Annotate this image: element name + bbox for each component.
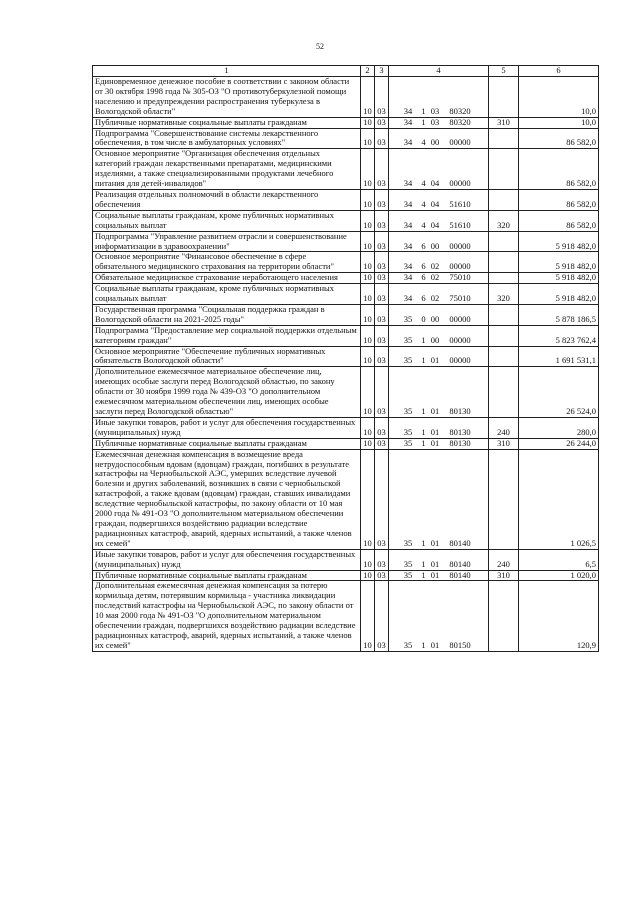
row-subsection-code: 03 [375,449,389,549]
row-name: Подпрограмма "Предоставление мер социальной поддержки отдельным категориям граждан" [93,325,361,346]
article-event: 00 [430,334,440,345]
row-amount: 10,0 [519,77,599,118]
row-subsection-code: 03 [375,417,389,438]
header-col-name: 1 [93,66,361,77]
article-subprogram: 6 [421,272,426,283]
row-amount: 5 878 186,5 [519,304,599,325]
row-section-code: 10 [361,325,375,346]
article-direction: 51610 [449,219,471,230]
article-direction: 80320 [449,116,471,127]
row-target-article [389,581,489,651]
article-subprogram: 0 [421,313,426,324]
article-event: 04 [430,219,440,230]
article-subprogram: 4 [421,137,426,148]
row-amount: 86 582,0 [519,189,599,210]
table-row [93,346,599,367]
row-target-article [389,149,489,190]
row-name: Государственная программа "Социальная поддержка граждан в Вологодской области на 2021-2025 годы" [93,304,361,325]
row-amount: 5 918 482,0 [519,252,599,273]
article-program: 34 [403,293,413,304]
row-amount: 120,9 [519,581,599,651]
row-subsection-code: 03 [375,325,389,346]
article-event: 01 [430,355,440,366]
row-target-article [389,231,489,252]
article-event: 04 [430,178,440,189]
row-amount: 5 918 482,0 [519,273,599,284]
row-section-code: 10 [361,117,375,128]
article-subprogram: 1 [421,437,426,448]
article-direction: 51610 [449,198,471,209]
row-subsection-code: 03 [375,149,389,190]
row-expense-type [489,128,519,149]
table-row [93,367,599,418]
row-amount: 6,5 [519,549,599,570]
row-section-code: 10 [361,189,375,210]
row-section-code: 10 [361,346,375,367]
article-direction: 00000 [449,178,471,189]
row-section-code: 10 [361,273,375,284]
article-subprogram: 1 [421,639,426,650]
article-subprogram: 1 [421,558,426,569]
row-section-code: 10 [361,210,375,231]
table-row [93,149,599,190]
row-expense-type [489,581,519,651]
row-name: Ежемесячная денежная компенсация в возмещение вреда нетрудоспособным вдовам (вдовцам) граждан, погибших в результате катастрофы на Чернобыльской АЭС, умерших вследствие лучевой болезни и других заболеваний, возникших в связи с чернобыльской катастрофой, а также вдовам (вдовцам) граждан, ставших инвалидами вследствие чернобыльской катастрофы, по закону области от 10 мая 2000 года № 491-ОЗ "О дополнительном материальном обеспечении граждан, подвергшихся воздействию радиации вследствие радиационных катастроф, аварий, ядерных испытаний, а также членов их семей" [93,449,361,549]
article-program: 34 [403,116,413,127]
article-program: 34 [403,240,413,251]
row-name: Публичные нормативные социальные выплаты гражданам [93,570,361,581]
article-subprogram: 4 [421,219,426,230]
row-amount: 10,0 [519,117,599,128]
row-section-code: 10 [361,231,375,252]
article-program: 34 [403,261,413,272]
header-col-expense-type: 5 [489,66,519,77]
row-amount: 1 020,0 [519,570,599,581]
row-section-code: 10 [361,284,375,305]
article-direction: 80130 [449,437,471,448]
article-direction: 75010 [449,272,471,283]
article-direction: 00000 [449,355,471,366]
row-expense-type [489,77,519,118]
article-event: 01 [430,426,440,437]
article-program: 35 [403,639,413,650]
table-body [93,77,599,652]
row-name: Дополнительная ежемесячная денежная компенсация за потерю кормильца детям, потерявшим кормильца - участника ликвидации последствий катастрофы на Чернобыльской АЭС, по закону области от 10 мая 2000 года № 491-ОЗ "О дополнительном материальном обеспечении граждан, подвергшихся воздействию радиации вследствие радиационных катастроф, аварий, ядерных испытаний, а также членов их семей" [93,581,361,651]
page-number: 52 [316,42,324,51]
table-row [93,438,599,449]
article-program: 34 [403,219,413,230]
row-target-article [389,117,489,128]
article-event: 01 [430,639,440,650]
row-section-code: 10 [361,367,375,418]
row-section-code: 10 [361,549,375,570]
row-amount: 280,0 [519,417,599,438]
row-subsection-code: 03 [375,252,389,273]
row-section-code: 10 [361,77,375,118]
row-subsection-code: 03 [375,570,389,581]
table-row [93,210,599,231]
article-subprogram: 6 [421,261,426,272]
row-expense-type [489,367,519,418]
row-target-article [389,325,489,346]
row-section-code: 10 [361,252,375,273]
article-subprogram: 1 [421,569,426,580]
row-subsection-code: 03 [375,117,389,128]
article-direction: 80140 [449,537,471,548]
table-row [93,189,599,210]
table-row [93,284,599,305]
row-name: Иные закупки товаров, работ и услуг для обеспечения государственных (муниципальных) нужд [93,549,361,570]
article-subprogram: 1 [421,105,426,116]
row-target-article [389,346,489,367]
header-col-subsection: 3 [375,66,389,77]
row-amount: 1 691 531,1 [519,346,599,367]
row-name: Дополнительное ежемесячное материальное обеспечение лиц, имеющих особые заслуги перед Вологодской областью, по закону области от 30 ноября 1999 года № 439-ОЗ "О дополнительном ежемесячном материальном обеспечении лиц, имеющих особые заслуги перед Вологодской областью" [93,367,361,418]
row-expense-type [489,231,519,252]
article-program: 35 [403,334,413,345]
row-amount: 86 582,0 [519,149,599,190]
article-event: 02 [430,261,440,272]
header-col-section: 2 [361,66,375,77]
row-section-code: 10 [361,449,375,549]
article-direction: 80140 [449,558,471,569]
article-program: 35 [403,437,413,448]
article-subprogram: 4 [421,198,426,209]
article-subprogram: 1 [421,537,426,548]
article-direction: 80320 [449,105,471,116]
article-event: 03 [430,105,440,116]
article-subprogram: 1 [421,355,426,366]
row-expense-type: 240 [489,549,519,570]
row-expense-type [489,449,519,549]
row-subsection-code: 03 [375,77,389,118]
row-section-code: 10 [361,570,375,581]
row-target-article [389,128,489,149]
row-target-article [389,304,489,325]
row-expense-type [489,325,519,346]
row-section-code: 10 [361,438,375,449]
row-name: Основное мероприятие "Организация обеспечения отдельных категорий граждан лекарственными препаратами, медицинскими изделиями, а также специализированными продуктами лечебного питания для детей-инвалидов" [93,149,361,190]
row-subsection-code: 03 [375,304,389,325]
article-event: 01 [430,406,440,416]
row-target-article [389,284,489,305]
article-event: 00 [430,137,440,148]
row-expense-type [489,189,519,210]
row-name: Иные закупки товаров, работ и услуг для обеспечения государственных (муниципальных) нужд [93,417,361,438]
row-subsection-code: 03 [375,346,389,367]
table-row [93,252,599,273]
article-direction: 80140 [449,569,471,580]
row-target-article [389,449,489,549]
article-event: 03 [430,116,440,127]
row-target-article [389,417,489,438]
article-event: 01 [430,437,440,448]
row-amount: 86 582,0 [519,128,599,149]
row-name: Обязательное медицинское страхование неработающего населения [93,273,361,284]
row-expense-type: 320 [489,284,519,305]
article-program: 35 [403,537,413,548]
row-name: Публичные нормативные социальные выплаты гражданам [93,117,361,128]
table-row [93,128,599,149]
row-target-article [389,252,489,273]
article-subprogram: 1 [421,334,426,345]
row-name: Социальные выплаты гражданам, кроме публичных нормативных социальных выплат [93,210,361,231]
article-program: 34 [403,178,413,189]
header-col-amount: 6 [519,66,599,77]
row-name: Реализация отдельных полномочий в области лекарственного обеспечения [93,189,361,210]
header-col-target-article: 4 [389,66,489,77]
row-name: Основное мероприятие "Обеспечение публичных нормативных обязательств Вологодской области" [93,346,361,367]
article-subprogram: 1 [421,426,426,437]
row-amount: 26 524,0 [519,367,599,418]
row-target-article [389,549,489,570]
row-name: Публичные нормативные социальные выплаты гражданам [93,438,361,449]
row-name: Основное мероприятие "Финансовое обеспечение в сфере обязательного медицинского страхования на территории области" [93,252,361,273]
article-direction: 80130 [449,426,471,437]
row-expense-type: 310 [489,117,519,128]
row-expense-type [489,273,519,284]
row-subsection-code: 03 [375,128,389,149]
article-program: 34 [403,272,413,283]
table-row [93,117,599,128]
row-expense-type [489,252,519,273]
row-subsection-code: 03 [375,210,389,231]
article-direction: 00000 [449,313,471,324]
row-amount: 26 244,0 [519,438,599,449]
row-section-code: 10 [361,128,375,149]
article-direction: 00000 [449,334,471,345]
article-direction: 00000 [449,261,471,272]
table-row [93,325,599,346]
row-target-article [389,367,489,418]
table-row [93,570,599,581]
article-program: 35 [403,558,413,569]
article-event: 00 [430,240,440,251]
row-subsection-code: 03 [375,189,389,210]
row-target-article [389,210,489,231]
row-expense-type [489,304,519,325]
row-subsection-code: 03 [375,367,389,418]
row-expense-type: 310 [489,438,519,449]
article-subprogram: 1 [421,406,426,416]
row-target-article [389,189,489,210]
article-subprogram: 4 [421,178,426,189]
row-expense-type [489,149,519,190]
article-event: 04 [430,198,440,209]
article-direction: 80130 [449,406,471,416]
row-name: Подпрограмма "Совершенствование системы лекарственного обеспечения, в том числе в амбулаторных условиях" [93,128,361,149]
article-program: 35 [403,313,413,324]
row-subsection-code: 03 [375,549,389,570]
row-target-article [389,438,489,449]
article-program: 35 [403,569,413,580]
row-name: Социальные выплаты гражданам, кроме публичных нормативных социальных выплат [93,284,361,305]
table-row [93,77,599,118]
article-event: 01 [430,558,440,569]
article-subprogram: 6 [421,240,426,251]
row-target-article [389,77,489,118]
row-name: Единовременное денежное пособие в соответствии с законом области от 30 октября 1998 года № 305-ОЗ "О противотуберкулезной помощи населению и предупреждении распространения туберкулеза в Вологодской области" [93,77,361,118]
budget-table [92,65,599,652]
row-expense-type [489,346,519,367]
row-section-code: 10 [361,149,375,190]
article-direction: 00000 [449,240,471,251]
row-amount: 5 823 762,4 [519,325,599,346]
article-event: 01 [430,569,440,580]
article-event: 01 [430,537,440,548]
table-row [93,273,599,284]
row-section-code: 10 [361,581,375,651]
article-program: 34 [403,198,413,209]
row-section-code: 10 [361,417,375,438]
article-direction: 80150 [449,639,471,650]
row-amount: 1 026,5 [519,449,599,549]
article-direction: 75010 [449,293,471,304]
table-row [93,581,599,651]
article-direction: 00000 [449,137,471,148]
row-subsection-code: 03 [375,581,389,651]
row-expense-type: 320 [489,210,519,231]
row-subsection-code: 03 [375,231,389,252]
article-program: 34 [403,137,413,148]
row-name: Подпрограмма "Управление развитием отрасли и совершенствование информатизации в здравоохранении" [93,231,361,252]
table-row [93,417,599,438]
row-amount: 86 582,0 [519,210,599,231]
row-amount: 5 918 482,0 [519,284,599,305]
article-program: 35 [403,355,413,366]
table-row [93,449,599,549]
row-target-article [389,273,489,284]
table-row [93,549,599,570]
article-subprogram: 6 [421,293,426,304]
row-subsection-code: 03 [375,284,389,305]
article-subprogram: 1 [421,116,426,127]
table-row [93,231,599,252]
row-subsection-code: 03 [375,438,389,449]
row-expense-type: 310 [489,570,519,581]
row-subsection-code: 03 [375,273,389,284]
article-program: 35 [403,426,413,437]
row-expense-type: 240 [489,417,519,438]
table-row [93,304,599,325]
article-event: 00 [430,313,440,324]
article-program: 35 [403,406,413,416]
row-amount: 5 918 482,0 [519,231,599,252]
row-target-article [389,570,489,581]
article-event: 02 [430,272,440,283]
article-program: 34 [403,105,413,116]
row-section-code: 10 [361,304,375,325]
table-header-row [93,66,599,77]
article-event: 02 [430,293,440,304]
